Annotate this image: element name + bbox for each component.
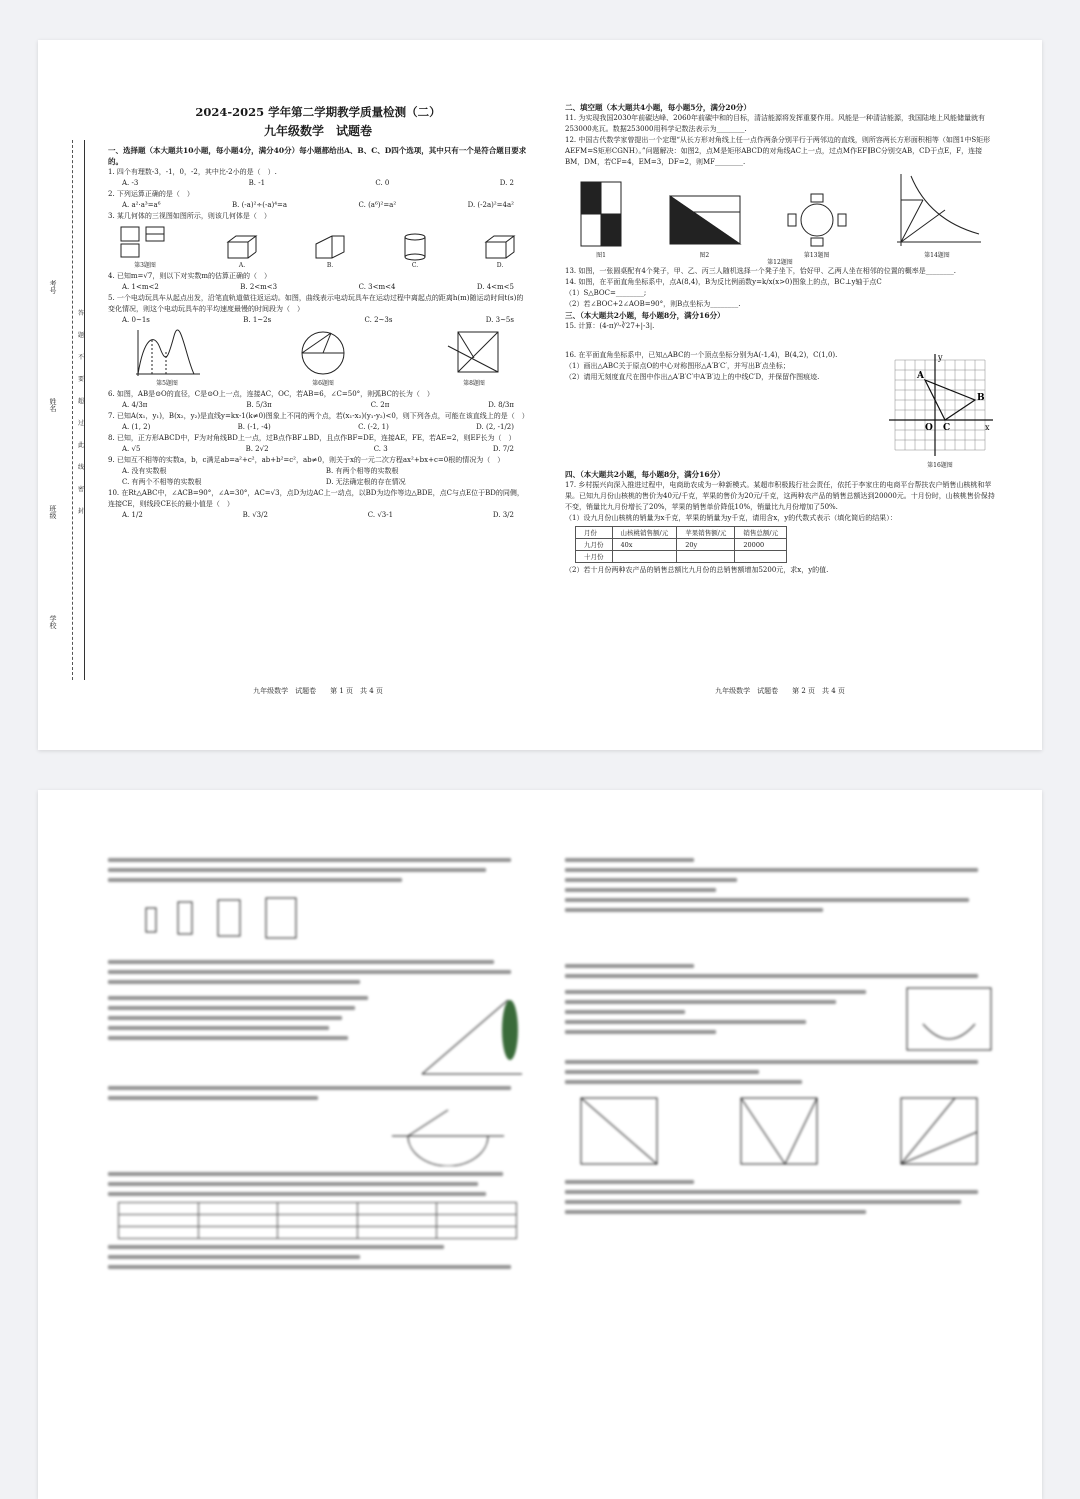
question-12: 12. 中国古代数学家曾提出一个定理“从长方形对角线上任一点作两条分别平行于两邻边的直线，则所容两长方形面积相等（如图1中S矩形AEFM=S矩形CGNH）。”问题解决：如图2，点M是矩形ABCD的对角线AC上一点，过点M作EF∥BC分别交AB，CD于点E，F，连接BM，DM，若CF=4，EM=3，DF=2，则MF________. (565, 136, 991, 166)
cylinder-icon (400, 232, 430, 262)
tree-figure-icon (418, 990, 528, 1080)
binding-char: 过 (78, 420, 85, 427)
question-17: 17. 乡村振兴向深入推进过程中，电商助农成为一种新模式。某超市积极践行社会责任，依托于李家庄的电商平台帮扶农户销售山核桃和苹果。已知九月份山核桃的售价为40元/千克，苹果的售价为20元/千克，这两种农产品的销售总额达到20000元。十月份时，山核桃售价保持不变，销量比九月份增长了20%，苹果的销售单价降低10%，销量比九月份增加了50%. (565, 481, 995, 511)
label-b: B (977, 393, 985, 403)
binding-label-name: 姓名 (49, 398, 57, 412)
binding-label-class: 班级 (49, 505, 57, 519)
exam-sheet-2-blurred (38, 790, 1042, 1499)
question-14-part-1: （1）S△BOC=________; (565, 289, 647, 297)
prism-icon (312, 232, 348, 262)
section-heading: 四、（本大题共2小题，每小题8分，满分16分） (565, 470, 725, 479)
page-footer: 九年级数学 试题卷 第 2 页 共 4 页 (715, 687, 845, 695)
question-6: 6. 如图，AB是⊙O的直径，C是⊙O上一点，连接AC，OC，若AB=6，∠C=50°，则弧BC的长为（ ） (108, 390, 434, 398)
question-5-8-figures (108, 326, 528, 389)
question-1: 1. 四个有理数-3，-1，0，-2，其中比-2小的是（ ）. (108, 168, 277, 176)
square-diagonal-icon (444, 328, 504, 378)
rectangle-diagonal-icon (575, 178, 627, 250)
label-a: A (917, 371, 924, 381)
binding-char: 封 (78, 508, 85, 515)
question-4: 4. 已知m=√7，则以下对实数m的估算正确的（ ） (108, 272, 271, 280)
question-2: 2. 下列运算正确的是（ ） (108, 190, 194, 198)
question-3-figures (108, 222, 528, 271)
binding-solid-line (84, 140, 85, 680)
exam-subtitle: 九年级数学 试题卷 (263, 124, 372, 138)
round-table-figure: 第13题图 (782, 190, 852, 259)
question-2-options: A. a²·a³=a⁶ B. (-a)²÷(-a)⁴=a C. (a⁶)²=a² D. (-2a)²=4a² (122, 201, 514, 209)
figure-caption-12: 第12题图 (767, 259, 793, 266)
sales-table (575, 526, 787, 563)
question-10: 10. 在Rt△ABC中，∠ACB=90°，∠A=30°，AC=√3，点D为边AC上一动点，以BD为边作等边△BDE，点C与点E位于BD的同侧，连接CE，则线段CE长的最小值是（ ） (108, 489, 524, 508)
label-y: y (938, 353, 943, 362)
question-8-options: A. √5 B. 2√2 C. 3 D. 7/2 (122, 445, 514, 453)
question-16: 16. 在平面直角坐标系中，已知△ABC的一个顶点坐标分别为A(-1,4)，B(4,2)，C(1,0). (565, 351, 838, 359)
exam-sheet-1 (38, 40, 1042, 750)
question-3: 3. 某几何体的三视图如图所示，则该几何体是（ ） (108, 212, 271, 220)
section-heading: 一、选择题（本大题共10小题，每小题4分，满分40分）每小题都给出A、B、C、D四个选项，其中只有一个是符合题目要求的。 (108, 146, 527, 166)
square-figure-icon (575, 1092, 665, 1172)
binding-dashed-line (72, 140, 73, 680)
exam-page-4-blurred (565, 790, 995, 1499)
binding-char: 密 (78, 486, 85, 493)
question-5-options: A. 0~1s B. 1~2s C. 2~3s D. 3~5s (122, 316, 514, 324)
square-figure-icon (895, 1092, 985, 1172)
curve-graph-icon (132, 328, 202, 378)
question-7: 7. 已知A(x₁，y₁)，B(x₂，y₂)是直线y=kx-1(k≠0)图象上不同的两个点，若(x₁-x₂)(y₁-y₂)<0，则下列各点，可能在该直线上的是（ ） (108, 412, 529, 420)
rectangle-figure-2: 图2 (664, 190, 744, 259)
option-c-solid: C. (400, 232, 430, 269)
label-c: C (943, 423, 951, 433)
question-13: 13. 如图，一张圆桌配有4个凳子，甲、乙、丙三人随机选择一个凳子坐下，恰好甲、乙两人坐在相邻的位置的概率是________. (565, 267, 957, 275)
binding-char: 答 (78, 310, 85, 317)
binding-char: 线 (78, 464, 85, 471)
question-8: 8. 已知，正方形ABCD中，F为对角线BD上一点，过B点作BF⊥BD，且点作BF=DE，连接AE，FE，若AE=2，则EF长为（ ） (108, 434, 516, 442)
parabola-figure-icon (903, 984, 995, 1054)
question-16-part-1: （1）画出△ABC关于原点O的中心对称图形△A′B′C′，并写出B′点坐标； (565, 362, 790, 370)
question-17-part-2: （2）若十月份两种农产品的销售总额比九月份的总销售额增加5200元，求x，y的值. (565, 566, 829, 574)
option-a-solid: A. (224, 232, 260, 269)
coordinate-curve-icon (889, 170, 985, 250)
binding-margin (38, 140, 98, 680)
label-x: x (985, 423, 990, 432)
exam-title: 2024-2025 学年第二学期教学质量检测（二） (195, 105, 441, 119)
question-16-block (565, 350, 995, 469)
question-14: 14. 如图，在平面直角坐标系中，点A(8,4)，B为反比例函数y=k/x(x>0)图象上的点，BC⊥y轴于点C (565, 278, 882, 286)
question-11: 11. 为实现我国2030年前碳达峰、2060年前碳中和的目标，清洁能源将发挥重要作用。风能是一种清洁能源，我国陆地上风能储量就有253000兆瓦。数据253000用科学记数法表示为________. (565, 114, 985, 133)
question-1-options: A. -3 B. -1 C. 0 D. 2 (122, 179, 514, 187)
round-table-icon (782, 190, 852, 250)
question-17-part-1: （1）设九月份山核桃的销量为x千克，苹果的销量为y千克，请用含x，y的代数式表示（填化简后的结果）： (565, 514, 897, 522)
question-14-part-2: （2）若∠BOC+2∠AOB=90°，则B点坐标为________. (565, 300, 741, 308)
question-12-14-figures (565, 168, 995, 261)
cube-icon (482, 232, 518, 262)
circle-figure: 第6题图 (293, 328, 353, 387)
binding-char: 超 (78, 398, 85, 405)
binding-label-exam-number: 考号 (49, 280, 57, 294)
label-o: O (925, 423, 933, 433)
blurred-table (118, 1202, 517, 1239)
semicircle-figure-icon (388, 1106, 508, 1166)
question-15: 15. 计算：(4-π)⁰-∛27+|-3|. (565, 322, 655, 330)
binding-char: 不 (78, 354, 85, 361)
exam-page-2 (565, 40, 995, 750)
hyperbola-figure: 第14题图 (889, 170, 985, 259)
square-figure-icon (735, 1092, 825, 1172)
rectangle-shaded-icon (664, 190, 744, 250)
distance-time-graph: 第5题图 (132, 328, 202, 387)
table-header-row: 月份 山核桃销售额/元 苹果销售额/元 销售总额/元 (576, 527, 787, 539)
exam-page-1 (108, 40, 528, 750)
question-9: 9. 已知互不相等的实数a，b，c满足ab=a²+c²，ab+b²=c²，ab≠0，则关于x的一元二次方程ax²+bx+c=0根的情况为（ ） (108, 456, 505, 464)
table-row: 十月份 (576, 551, 787, 563)
exam-page-3-blurred (108, 790, 528, 1499)
table-row: 九月份 40x 20y 20000 (576, 539, 787, 551)
prism-icon (224, 232, 260, 262)
question-5: 5. 一个电动玩具车从起点出发，沿笔直轨道做往返运动。如图，曲线表示电动玩具车在运动过程中离起点的距离h(m)随运动时间t(s)的变化情况，则这个电动玩具车的平均速度最慢的时间段为（ ） (108, 294, 524, 313)
question-7-options: A. (1, 2) B. (-1, -4) C. (-2, 1) D. (2, -1/2) (122, 423, 514, 431)
binding-char: 题 (78, 332, 85, 339)
binding-char: 要 (78, 376, 85, 383)
section-heading: 二、填空题（本大题共4小题，每小题5分，满分20分） (565, 103, 751, 112)
binding-label-school: 学校 (49, 615, 57, 629)
three-views-icon (118, 224, 172, 260)
rectangle-figure-1: 图1 (575, 178, 627, 259)
coordinate-grid-icon (885, 350, 995, 460)
question-4-options: A. 1<m<2 B. 2<m<3 C. 3<m<4 D. 4<m<5 (122, 283, 514, 291)
page-footer: 九年级数学 试题卷 第 1 页 共 4 页 (253, 687, 383, 695)
option-d-solid: D. (482, 232, 518, 269)
grid-figure: A B O C x y 第16题图 (885, 350, 995, 469)
option-b-solid: B. (312, 232, 348, 269)
binding-char: 此 (78, 442, 85, 449)
section-heading: 三、（本大题共2小题，每小题8分，满分16分） (565, 311, 725, 320)
pattern-figure-icon (138, 894, 338, 944)
question-10-options: A. 1/2 B. √3/2 C. √3-1 D. 3/2 (122, 511, 514, 519)
question-6-options: A. 4/3π B. 5/3π C. 2π D. 8/3π (122, 401, 514, 409)
circle-diameter-icon (293, 328, 353, 378)
square-figure: 第8题图 (444, 328, 504, 387)
question-9-options: A. 没有实数根 B. 有两个相等的实数根 C. 有两个不相等的实数根 D. 无法确定根的存在情况 (122, 467, 406, 486)
question-16-part-2: （2）请用无刻度直尺在图中作出△A′B′C′中A′B′边上的中线C′D，并保留作图痕迹. (565, 373, 820, 381)
three-view-figure: 第3题图 (118, 224, 172, 269)
